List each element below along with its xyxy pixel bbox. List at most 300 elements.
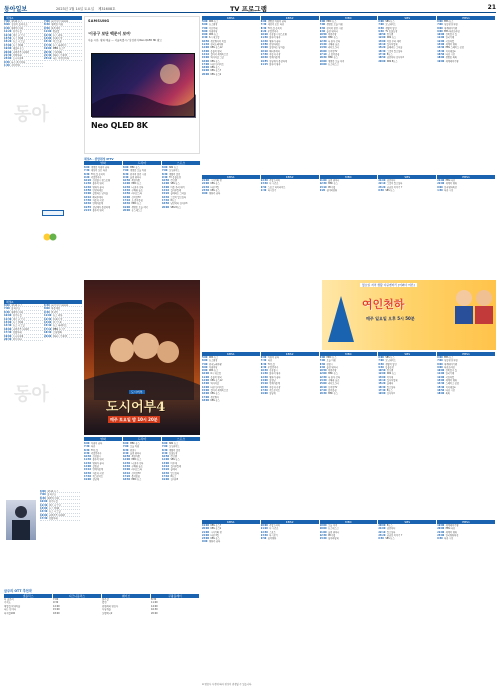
entry-time: 18:30 (123, 202, 130, 206)
program-title: 불타는 트롯맨 (52, 334, 67, 338)
program-title: 아내의 맛 (52, 36, 63, 40)
entry-title: 연예가중계 (269, 56, 280, 60)
entry-time: 12:40 (260, 375, 268, 379)
entry-title: 주말연속극 (90, 175, 102, 179)
channel-header: EBS1 (437, 16, 495, 20)
entry-time: 21:00 (202, 530, 209, 534)
entry-time: 20:00 (378, 524, 386, 527)
program-time: 11:30 (40, 503, 48, 507)
entry-title: 연예가중계 (269, 382, 280, 386)
program-title: 뉴스 리뷰 (52, 33, 63, 37)
program-time: 11:30 (4, 317, 12, 321)
ott-entry: 법쩐 (102, 601, 107, 605)
program-title: 서민갑부 (11, 64, 21, 68)
entry-title: 더 시즌즈 (269, 182, 279, 186)
entry-title: 복면가왕 (131, 179, 140, 183)
program-title: 돌직구쇼 (47, 493, 57, 497)
entry-time: 0:50 (260, 537, 267, 541)
entry-time: 11:30 (84, 458, 91, 462)
entry-time: 7:30 (260, 23, 267, 27)
entry-time: 22:10 (378, 182, 386, 186)
entry-title: SBS 뉴스 (385, 20, 395, 23)
page-number: 21 (487, 4, 496, 11)
entry-title: MBC 뉴스 (131, 458, 142, 462)
entry-title: 주말연속극 (90, 451, 102, 455)
program-time: 12:30 (44, 33, 52, 37)
entry-title: KBS 뉴스 (210, 537, 220, 541)
entry-time: 14:50 (319, 46, 327, 50)
top-schedule-grid-2 (202, 175, 496, 195)
entry-title: 다큐 시선 (444, 537, 454, 541)
entry-title: 안녕하세요 (92, 189, 104, 193)
entry-time: 14:50 (123, 192, 130, 196)
channel-column (437, 179, 495, 195)
program-time: 23:00 (4, 57, 12, 61)
entry-title: EBS 뉴스 (444, 356, 454, 359)
channel-column (202, 179, 260, 195)
entry-title: 뉴스데스크 (328, 62, 339, 66)
ott-entry: 재벌집 막내아들 (4, 604, 21, 608)
entry-time: 10:50 (202, 39, 209, 43)
entry-title: PD수첩 (328, 533, 336, 537)
entry-time: 6:00 (319, 356, 326, 359)
program-time: 13:00 (40, 506, 48, 510)
samsung-brand: SAMSUNG (88, 19, 110, 23)
entry-title: MBC 뉴스 (328, 392, 338, 396)
program-title: 행복한 아침 (51, 23, 64, 27)
entry-time: 13:50 (260, 43, 268, 47)
entry-time: 18:30 (319, 56, 327, 60)
entry-time: 13:00 (378, 39, 386, 43)
entry-time: 14:10 (202, 52, 209, 56)
top-channel-columns-2 (202, 179, 496, 195)
entry-title: 동물의 왕국 (210, 375, 222, 379)
entry-title: 다큐 인사이트 (210, 385, 224, 389)
entry-title: 걸어서 세계속으로 (210, 388, 229, 392)
program-time: 20:00 (44, 334, 52, 338)
entry-time: 7:00 (162, 169, 168, 173)
ott-entry: 8:30 (151, 598, 157, 601)
schedule-entry (162, 206, 200, 209)
channel-column (261, 524, 319, 544)
schedule-tab[interactable]: 영화 (84, 437, 122, 441)
program-time: 17:30 (4, 331, 12, 335)
entry-time: 12:00 (319, 372, 327, 376)
ott-entry: 나는 신이다 (4, 608, 16, 612)
entry-time: 17:10 (123, 198, 130, 202)
promo-title: 여인천하 (362, 298, 405, 311)
entry-time: 7:00 (162, 445, 168, 449)
entry-time: 8:30 (162, 172, 168, 176)
schedule-tab[interactable]: 스포츠 (162, 437, 200, 441)
entry-title: 놀면 뭐하니 (326, 365, 338, 369)
program-time: 15:20 (4, 40, 12, 44)
promo-subtitle: 매주 일요일 오후 5시 50분 (366, 316, 415, 321)
entry-title: EBS 스페이스 공감 (445, 46, 464, 50)
entry-title: MBC 뉴스 (328, 36, 338, 40)
channel-header: EBS1 (437, 175, 495, 179)
entry-time: 18:40 (260, 56, 268, 60)
program-title: 강철부대 (12, 53, 22, 57)
program-title: 채널A 뉴스 (11, 304, 23, 307)
entry-title: 생활의 달인 (168, 172, 181, 176)
entry-title: KBS 뉴스9 (210, 72, 222, 76)
entry-title: 복면가왕 (131, 455, 140, 459)
entry-title: 다큐 인사이트 (210, 62, 224, 66)
entry-time: 9:20 (260, 29, 267, 33)
entry-title: 라디오스타 (328, 46, 339, 50)
entry-time: 9:40 (319, 365, 326, 369)
entry-title: 자동차 극장 (92, 198, 104, 202)
entry-title: KBS 뉴스 (210, 398, 220, 402)
entry-time: 12:00 (202, 379, 209, 383)
entry-title: KBS 뉴스 (208, 369, 219, 373)
list-item (4, 338, 43, 341)
entry-time: 17:20 (123, 474, 130, 478)
poster-top-tag: 도시어부 (131, 390, 143, 394)
program-time: 14:00 (44, 320, 52, 324)
program-time: 8:00 (44, 307, 50, 311)
date: 2023년 1월 14일 토요일 (56, 6, 94, 11)
entry-time: 9:30 (260, 365, 267, 369)
schedule-entry (261, 537, 319, 540)
entry-time: 7:30 (84, 169, 90, 173)
entry-time: 13:00 (437, 379, 445, 383)
entry-time: 13:40 (123, 189, 130, 193)
schedule-column (123, 442, 161, 482)
entry-title: SBS 8뉴스 (170, 205, 182, 209)
entry-time: 6:00 (378, 356, 384, 359)
entry-title: 구해줘 홈즈 (328, 43, 340, 47)
entry-time: 19:00 (123, 205, 130, 209)
entry-title: 집사부일체 (170, 465, 182, 469)
program-time: 7:00 (4, 307, 10, 311)
entry-title: 미우새 (170, 461, 177, 465)
entry-time: 10:50 (123, 455, 130, 459)
schedule-entry (378, 60, 436, 63)
entry-title: 생방송 아침이 좋다 (267, 20, 287, 23)
program-title: 황금알 (52, 30, 60, 34)
entry-time: 10:50 (319, 33, 327, 37)
entry-time: 15:00 (202, 388, 209, 392)
entry-title: 미운 우리 새끼 (170, 185, 185, 189)
entry-time: 18:50 (378, 56, 386, 60)
entry-time: 15:00 (84, 192, 91, 196)
entry-time: 0:00 (202, 540, 208, 544)
entry-time: 20:00 (378, 59, 386, 63)
entry-time: 21:00 (319, 530, 327, 534)
entry-time: 18:30 (319, 392, 327, 396)
ott-entry: 모범택시2 (102, 611, 113, 615)
entry-title: 세계의 명화 (445, 43, 457, 47)
channel-header: MBC (320, 16, 378, 20)
entry-title: 전국노래자랑 (210, 43, 224, 47)
ott-entry: 20:00 (151, 611, 158, 615)
entry-title: 8뉴스 (386, 52, 393, 56)
program-title: 뉴스 퍼레이드 (52, 324, 67, 328)
schedule-column (84, 442, 122, 482)
program-title: 뉴스 시그널 (12, 324, 25, 328)
entry-title: KBS 뉴스 (210, 392, 220, 396)
ott-column-header: 웨이브 (102, 594, 150, 598)
schedule-columns-2 (84, 442, 200, 482)
entry-title: TV소설 (267, 362, 275, 366)
entry-title: 전지적 참견 시점 (129, 172, 147, 176)
entry-time: 15:20 (378, 382, 386, 386)
entry-title: 심야영화 (267, 537, 277, 541)
entry-title: 라디오스타 (131, 468, 143, 472)
schedule-entry (378, 537, 436, 540)
program-title: 천기누설 (12, 30, 22, 34)
schedule-entry (320, 537, 378, 540)
schedule-entry (162, 478, 200, 481)
left-bottom-list (40, 490, 80, 521)
program-title: 돌직구쇼 (11, 307, 21, 311)
entry-title: EBS 다큐 (445, 527, 455, 531)
schedule-header: 채널A · 종합편성 IPTV (84, 157, 114, 161)
entry-title: 전지적 참견 시점 (326, 26, 343, 30)
program-time: 15:40 (44, 40, 52, 44)
schedule-entry (202, 540, 260, 543)
schedule-entry (437, 537, 495, 540)
entry-title: 해피투게더 (269, 49, 280, 53)
entry-title: 6시 내고향 (208, 36, 220, 40)
entry-time: 10:00 (437, 33, 445, 37)
entry-title: 아침이 좋다 (267, 356, 280, 359)
entry-time: 23:20 (378, 185, 386, 189)
program-title: 나는 몸신이다 (11, 60, 26, 64)
entry-title: 동물의 왕국 (210, 49, 222, 53)
entry-title: 건축탐구 집 (445, 33, 457, 37)
schedule-entry (123, 478, 161, 481)
schedule-tab[interactable]: 스포츠 (162, 161, 200, 165)
entry-time: 19:00 (84, 478, 91, 482)
entry-time: 8:30 (84, 172, 90, 176)
ott-entry: 9:30 (53, 601, 59, 605)
entry-time: 12:00 (378, 36, 386, 40)
entry-title: 궁금한 이야기 Y (386, 533, 403, 537)
channel-column (202, 356, 260, 402)
entry-title: 복면가왕 (328, 369, 337, 373)
entry-title: 지식채널e (445, 49, 456, 53)
entry-title: 안녕하세요 (269, 43, 280, 47)
program-time: 20:30 (44, 50, 52, 54)
entry-title: 연예가중계 (92, 468, 104, 472)
entry-title: 주말드라마 (269, 179, 280, 182)
entry-title: KBS 뉴스 (210, 66, 220, 70)
entry-time: 9:40 (319, 29, 326, 33)
entry-title: 골때녀 (170, 468, 177, 472)
entry-title: 낭만닥터 김사부3 (386, 56, 404, 60)
entry-time: 21:00 (437, 530, 445, 534)
entry-title: 세상의 모든 다큐 (90, 169, 108, 173)
entry-title: 극한직업 (445, 375, 455, 379)
entry-time: 16:00 (202, 59, 209, 63)
entry-time: 0:00 (437, 185, 443, 189)
entry-title: 살림하는 남자들 (269, 46, 285, 50)
entry-title: 런닝맨 (170, 455, 177, 459)
bottom-channel-columns (202, 356, 496, 402)
entry-title: 다큐 3일 (210, 185, 219, 189)
entry-title: 불후의 명곡 (269, 62, 281, 66)
lower-mid-schedule (84, 437, 200, 482)
program-title: 뉴스 시그널 (48, 510, 61, 514)
entry-title: 뉴스데스크 (328, 527, 339, 531)
entry-title: PD수첩 (328, 185, 336, 189)
entry-time: 17:40 (162, 198, 169, 202)
entry-title: 생로병사 (210, 395, 219, 399)
entry-time: 6:00 (162, 166, 168, 169)
program-title: 금쪽같은 내새끼 (12, 50, 30, 54)
channel-header: KBS1 (202, 352, 260, 356)
entry-title: MBC 뉴스 (328, 372, 338, 376)
ott-column (102, 594, 150, 615)
entry-time: 9:00 (202, 33, 208, 37)
entry-time: 20:00 (319, 62, 327, 66)
entry-time: 10:50 (378, 33, 386, 37)
entry-title: 생방송 오늘 저녁 (131, 205, 148, 209)
entry-time: 17:40 (84, 474, 91, 478)
ott-column (4, 594, 52, 615)
schedule-entry (261, 392, 319, 395)
promo-logo (324, 292, 358, 348)
schedule-tab[interactable]: 드라마 (123, 437, 161, 441)
entry-time: 19:00 (260, 392, 268, 396)
entry-title: SBS 8뉴스 (386, 59, 398, 63)
entry-title: 모닝와이드 (385, 359, 396, 363)
entry-time: 12:00 (378, 372, 386, 376)
entry-time: 20:00 (202, 527, 209, 531)
entry-title: 다큐 시선 (445, 388, 455, 392)
schedule-tab[interactable]: 드라마 (123, 161, 161, 165)
entry-title: 쇼 음악중심 (131, 198, 143, 202)
entry-time: 7:00 (319, 23, 326, 27)
entry-title: KBS 뉴스7 (210, 524, 222, 527)
ott-entry: 사냥개들 (102, 608, 111, 612)
entry-title: 세계의 명화 (445, 530, 457, 534)
entry-time: 17:40 (378, 52, 386, 56)
cartoon-icon (42, 232, 58, 242)
entry-title: 8뉴스 (170, 198, 177, 202)
entry-title: 생활의 달인 (168, 448, 181, 452)
entry-time: 14:10 (378, 43, 386, 47)
entry-time: 8:30 (260, 26, 267, 30)
schedule-entry (261, 63, 319, 66)
watermark-2: 동아 (14, 384, 49, 405)
entry-time: 7:00 (123, 169, 129, 173)
schedule-columns (84, 166, 200, 212)
entry-title: 나 혼자 산다 (131, 185, 144, 189)
entry-title: TV소설 순옥이 (90, 172, 106, 176)
program-title: 미스트롯 (52, 40, 62, 44)
channel-column (320, 179, 378, 195)
entry-title: 김사부3 (386, 392, 395, 396)
program-title: 채널A 뉴스 (11, 20, 23, 23)
channel-header: KBS2 (261, 520, 319, 524)
entry-time: 9:30 (84, 451, 90, 455)
entry-time: 14:00 (84, 465, 91, 469)
program-time: 6:00 (4, 304, 10, 307)
entry-time: 21:00 (437, 179, 445, 182)
entry-time: 6:00 (202, 359, 208, 363)
entry-time: 20:00 (260, 524, 268, 527)
entry-time: 21:00 (202, 179, 209, 182)
entry-time: 18:00 (437, 392, 445, 396)
entry-time: 20:00 (162, 205, 169, 209)
program-time: 12:40 (4, 33, 12, 37)
entry-title: 지식채널e (445, 385, 456, 389)
entry-title: 그것이 알고싶다 (386, 182, 403, 186)
program-time: 6:00 (40, 490, 46, 493)
entry-title: 알고싶다 (170, 471, 179, 475)
channel-header: KBS1 (202, 520, 260, 524)
entry-title: 영화가 좋다 (92, 461, 104, 465)
entry-title: 런닝맨 (386, 33, 394, 37)
entry-title: 그것이 알고싶다 (386, 49, 403, 53)
entry-time: 7:00 (437, 359, 443, 363)
entry-title: KBS 뉴스12 (210, 379, 223, 383)
schedule-entry (261, 189, 319, 192)
ott-entry: 7:00 (53, 598, 59, 601)
entry-title: 생방송 오늘 아침 (326, 23, 343, 27)
entry-time: 12:40 (260, 39, 268, 43)
entry-title: 건축탐구 집 (445, 369, 457, 373)
entry-title: SBS 뉴스 (386, 36, 397, 40)
schedule-entry (202, 399, 260, 402)
program-title: 행복한 아침 (47, 496, 60, 500)
entry-time: 0:30 (378, 188, 384, 192)
channel-column (437, 524, 495, 544)
entry-title: 골때리는 그녀들 (386, 46, 403, 50)
entry-time: 19:55 (84, 205, 91, 209)
entry-time: 5:00 (202, 356, 208, 359)
entry-time: 10:30 (260, 369, 268, 373)
entry-time: 16:10 (84, 195, 91, 199)
entry-title: 그것이 알고싶다 (170, 195, 186, 199)
entry-time: 17:30 (84, 198, 91, 202)
entry-time: 16:00 (202, 392, 209, 396)
entry-time: 13:00 (437, 43, 445, 47)
entry-title: MBC 뉴스 (326, 356, 337, 359)
entry-time: 23:00 (437, 533, 445, 537)
entry-title: 김사부3 (170, 478, 179, 482)
program-title: 고딩엄빠 (52, 331, 62, 335)
entry-title: KBS 뉴스 (210, 188, 220, 192)
schedule-tab[interactable]: 영화 (84, 161, 122, 165)
entry-title: 딩동댕 유치원 (444, 359, 458, 363)
program-time: 20:30 (4, 337, 12, 341)
entry-time: 17:20 (319, 388, 327, 392)
entry-title: 다큐 시선 (445, 52, 455, 56)
entry-time: 23:00 (202, 537, 209, 541)
entry-title: 6시 내고향 (210, 372, 222, 376)
channel-column (437, 20, 495, 76)
entry-title: 집사부일체 (170, 189, 182, 193)
entry-time: 10:50 (162, 179, 169, 183)
entry-title: 아침이 좋다 (90, 442, 103, 445)
entry-time: 6:00 (260, 356, 267, 359)
entry-time: 10:00 (437, 369, 445, 373)
left-top-section (4, 16, 82, 67)
entry-title: 신상출시 편스토랑 (92, 179, 111, 183)
watermark: 동아 (14, 104, 49, 125)
entry-time: 6:00 (202, 23, 208, 27)
entry-time: 14:30 (437, 382, 445, 386)
entry-title: 구해줘 홈즈 (131, 465, 143, 469)
entry-title: 구해줘 홈즈 (328, 379, 340, 383)
footer-note: ※ 방송사 사정에 따라 편성이 변경될 수 있습니다. (202, 683, 252, 686)
entry-time: 12:00 (162, 458, 169, 462)
